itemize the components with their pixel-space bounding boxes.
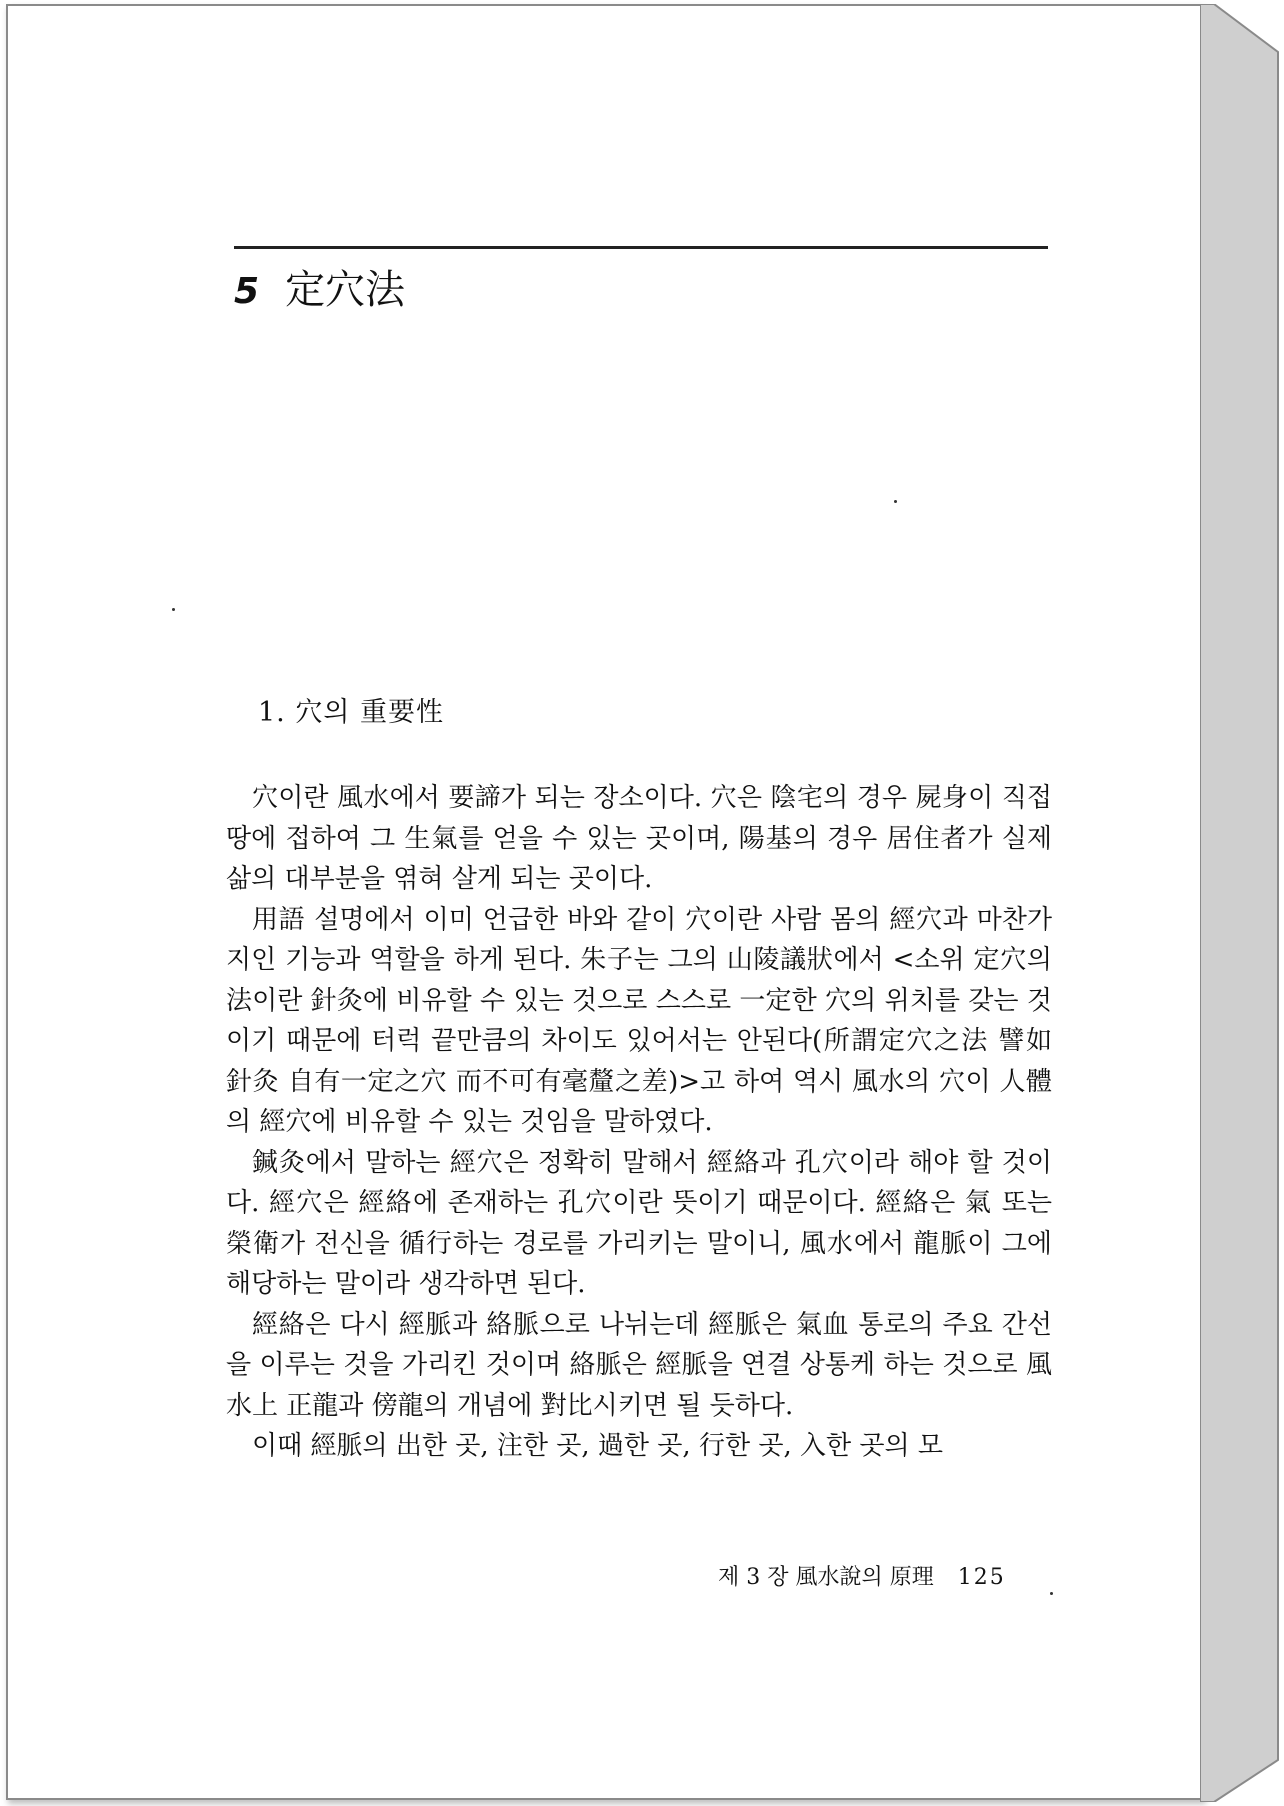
paragraph: 經絡은 다시 經脈과 絡脈으로 나뉘는데 經脈은 氣血 통로의 주요 간선을 이루는 것을 가리킨 것이며 絡脈은 經脈을 연결 상통케 하는 것으로 風水上 正龍과 傍龍의 개념에 對比시키면 될 듯하다. — [226, 1309, 1052, 1421]
chapter-title — [234, 258, 405, 318]
paragraph: 穴이란 風水에서 要諦가 되는 장소이다. 穴은 陰宅의 경우 屍身이 직접 땅에 접하여 그 生氣를 얻을 수 있는 곳이며, 陽基의 경우 居住者가 실제 삶의 대부분을 엮혀 살게 되는 곳이다. — [226, 783, 1052, 894]
paragraph: 鍼灸에서 말하는 經穴은 정확히 말해서 經絡과 孔穴이라 해야 할 것이다. 經穴은 經絡에 존재하는 孔穴이란 뜻이기 때문이다. 經絡은 氣 또는 榮衛가 전신을 循行하는 경로를 가리키는 말이니, 風水에서 龍脈이 그에 해당하는 말이라 생각하면 된다. — [226, 1147, 1052, 1299]
chapter-number: 5 — [234, 271, 260, 312]
chapter-name: 定穴法 — [285, 267, 406, 313]
paragraph: 이때 經脈의 出한 곳, 注한 곳, 過한 곳, 行한 곳, 入한 곳의 모 — [252, 1431, 943, 1461]
page-footer — [718, 1560, 1006, 1591]
book-spine — [1200, 4, 1280, 1802]
running-footer-chapter: 제 3 장 風水說의 原理 — [718, 1565, 934, 1590]
print-speck — [1050, 1592, 1053, 1595]
section-heading: 1. 穴의 重要性 — [258, 697, 445, 728]
chapter-rule — [234, 246, 1048, 249]
print-speck — [172, 608, 175, 611]
page-number: 125 — [957, 1565, 1006, 1590]
print-speck — [894, 500, 897, 503]
body-text — [226, 778, 1052, 1467]
paragraph: 用語 설명에서 이미 언급한 바와 같이 穴이란 사람 몸의 經穴과 마찬가지인 기능과 역할을 하게 된다. 朱子는 그의 山陵議狀에서 <소위 定穴의 法이란 針灸에 비유할 수 있는 것으로 스스로 一定한 穴의 위치를 갖는 것이기 때문에 터럭 끝만큼의 차이도 있어서는 안된다(所謂定穴之法 譬如針灸 自有一定之穴 而不可有毫釐之差)>고 하여 역시 風水의 穴이 人體의 經穴에 비유할 수 있는 것임을 말하였다. — [226, 904, 1052, 1137]
